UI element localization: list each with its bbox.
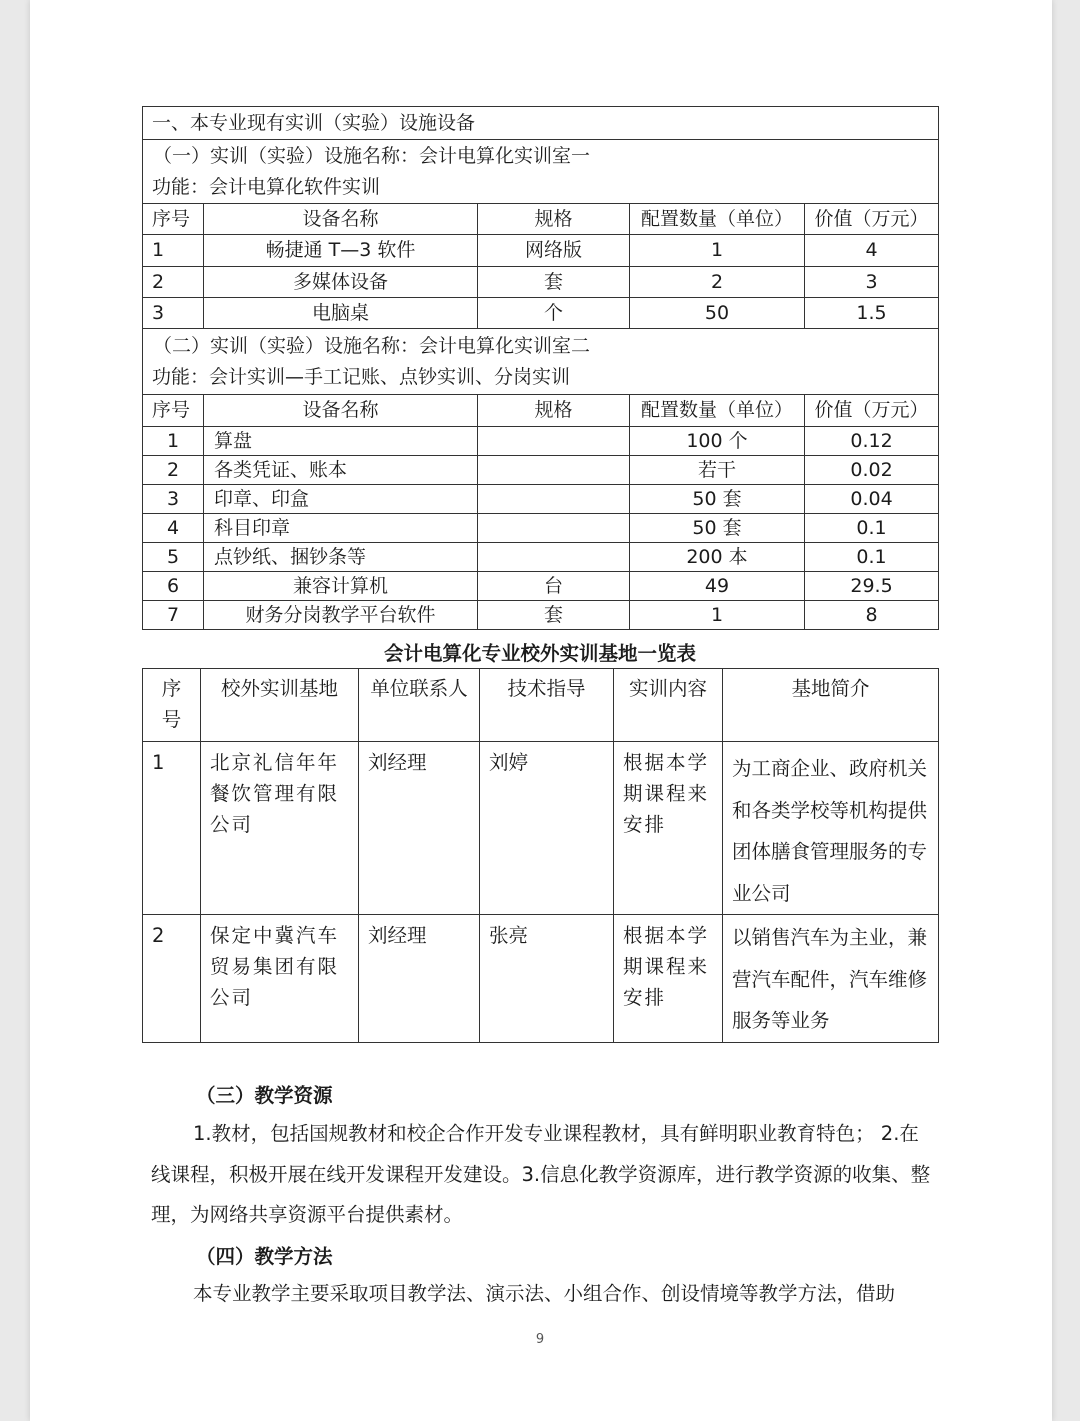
section3-title: （三）教学资源 [196, 1084, 333, 1107]
room2-header [143, 329, 939, 395]
table-caption: 会计电算化专业校外实训基地一览表 [383, 642, 696, 665]
cell-instructor: 刘婷 [480, 742, 614, 915]
cell-index: 4 [143, 514, 204, 543]
cell-name: 科目印章 [204, 514, 478, 543]
cell-name: 电脑桌 [204, 298, 478, 329]
header-cell: 价值（万元） [805, 395, 939, 427]
room1-header-row [143, 204, 939, 235]
cell-index: 3 [143, 485, 204, 514]
cell-quantity: 2 [630, 267, 805, 298]
cell-spec: 套 [478, 267, 630, 298]
cell-quantity: 50 [630, 298, 805, 329]
cell-spec [478, 485, 630, 514]
cell-index: 6 [143, 572, 204, 601]
cell-index: 2 [143, 915, 201, 1043]
header-cell: 校外实训基地 [201, 669, 359, 742]
header-cell: 基地简介 [723, 669, 939, 742]
cell-value: 4 [805, 235, 939, 267]
cell-contact: 刘经理 [359, 915, 480, 1043]
table-row [143, 514, 939, 543]
cell-quantity: 49 [630, 572, 805, 601]
cell-index: 3 [143, 298, 204, 329]
header-cell: 实训内容 [614, 669, 723, 742]
section1-title: 一、本专业现有实训（实验）设施设备 [143, 107, 939, 140]
cell-value: 0.04 [805, 485, 939, 514]
cell-index: 5 [143, 543, 204, 572]
cell-spec: 套 [478, 601, 630, 630]
cell-quantity: 50 套 [630, 485, 805, 514]
cell-base-name: 北京礼信年年餐饮管理有限公司 [201, 742, 359, 915]
header-cell: 设备名称 [204, 395, 478, 427]
cell-instructor: 张亮 [480, 915, 614, 1043]
cell-intro: 以销售汽车为主业，兼营汽车配件，汽车维修服务等业务 [723, 915, 939, 1043]
section4-body: 本专业教学主要采取项目教学法、演示法、小组合作、创设情境等教学方法，借助 [193, 1282, 896, 1305]
cell-index: 7 [143, 601, 204, 630]
cell-index: 1 [143, 742, 201, 915]
cell-quantity: 若干 [630, 456, 805, 485]
cell-value: 29.5 [805, 572, 939, 601]
cell-name: 多媒体设备 [204, 267, 478, 298]
cell-name: 畅捷通 T—3 软件 [204, 235, 478, 267]
table-row [143, 742, 939, 915]
page-number: 9 [535, 1332, 545, 1347]
cell-index: 2 [143, 267, 204, 298]
cell-index: 1 [143, 427, 204, 456]
cell-intro: 为工商企业、政府机关和各类学校等机构提供团体膳食管理服务的专业公司 [723, 742, 939, 915]
cell-spec [478, 427, 630, 456]
equipment-table [142, 106, 939, 630]
table-row [143, 601, 939, 630]
cell-quantity: 1 [630, 235, 805, 267]
room2-header-row [143, 395, 939, 427]
cell-name: 点钞纸、捆钞条等 [204, 543, 478, 572]
section3-body: 1.教材，包括国规教材和校企合作开发专业课程教材，具有鲜明职业教育特色； 2.在线课程，积极开展在线开发课程开发建设。3.信息化教学资源库，进行教学资源的收集、整理，为网络共享资源平台提供素材。 [151, 1122, 931, 1226]
header-cell: 序号 [143, 395, 204, 427]
cell-value: 0.1 [805, 514, 939, 543]
table-row [143, 485, 939, 514]
section4-title: （四）教学方法 [196, 1245, 333, 1268]
header-cell: 配置数量（单位） [630, 204, 805, 235]
header-cell: 规格 [478, 204, 630, 235]
cell-spec [478, 543, 630, 572]
cell-quantity: 200 本 [630, 543, 805, 572]
room1-function: 功能：会计电算化软件实训 [152, 175, 381, 198]
cell-index: 1 [143, 235, 204, 267]
header-cell: 设备名称 [204, 204, 478, 235]
cell-value: 0.12 [805, 427, 939, 456]
cell-base-name: 保定中冀汽车贸易集团有限公司 [201, 915, 359, 1043]
table-row [143, 456, 939, 485]
table-row [143, 267, 939, 298]
cell-value: 8 [805, 601, 939, 630]
cell-name: 印章、印盒 [204, 485, 478, 514]
cell-content: 根据本学期课程来安排 [614, 742, 723, 915]
cell-name: 兼容计算机 [204, 572, 478, 601]
cell-spec [478, 514, 630, 543]
table-header-row [143, 669, 939, 742]
table-row [143, 298, 939, 329]
cell-index: 2 [143, 456, 204, 485]
table-row [143, 572, 939, 601]
cell-value: 3 [805, 267, 939, 298]
table-row [143, 915, 939, 1043]
header-cell: 单位联系人 [359, 669, 480, 742]
cell-value: 0.02 [805, 456, 939, 485]
cell-name: 财务分岗教学平台软件 [204, 601, 478, 630]
cell-value: 1.5 [805, 298, 939, 329]
cell-quantity: 100 个 [630, 427, 805, 456]
header-cell: 配置数量（单位） [630, 395, 805, 427]
header-cell: 规格 [478, 395, 630, 427]
room2-function: 功能：会计实训—手工记账、点钞实训、分岗实训 [152, 365, 571, 388]
cell-spec: 个 [478, 298, 630, 329]
header-cell: 技术指导 [480, 669, 614, 742]
cell-quantity: 1 [630, 601, 805, 630]
cell-contact: 刘经理 [359, 742, 480, 915]
table-row [143, 235, 939, 267]
cell-spec: 台 [478, 572, 630, 601]
table-row [143, 427, 939, 456]
header-cell: 序号 [143, 669, 201, 742]
table-row [143, 543, 939, 572]
cell-content: 根据本学期课程来安排 [614, 915, 723, 1043]
header-cell: 价值（万元） [805, 204, 939, 235]
room1-header [143, 140, 939, 204]
cell-spec: 网络版 [478, 235, 630, 267]
room1-name: （一）实训（实验）设施名称：会计电算化实训室一 [153, 144, 591, 167]
cell-quantity: 50 套 [630, 514, 805, 543]
cell-spec [478, 456, 630, 485]
cell-name: 算盘 [204, 427, 478, 456]
room2-name: （二）实训（实验）设施名称：会计电算化实训室二 [153, 334, 591, 357]
header-cell: 序号 [143, 204, 204, 235]
cell-value: 0.1 [805, 543, 939, 572]
cell-name: 各类凭证、账本 [204, 456, 478, 485]
training-base-table [142, 668, 939, 1043]
